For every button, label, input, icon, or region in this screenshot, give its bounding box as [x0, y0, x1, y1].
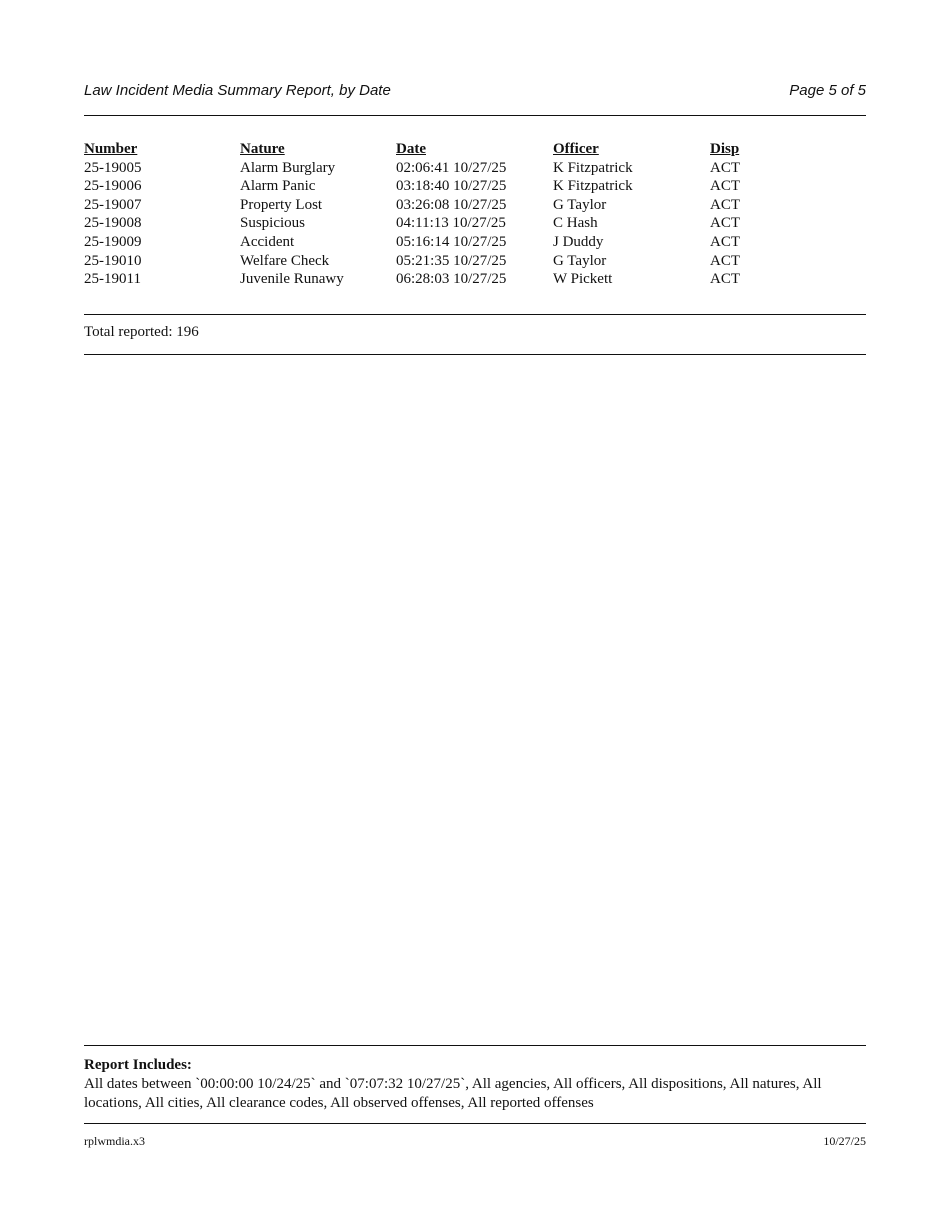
column-header-nature: Nature	[240, 141, 285, 157]
includes-top-divider	[84, 1045, 866, 1046]
table-row	[84, 177, 866, 196]
table-row	[84, 233, 866, 252]
incident-date: 05:21:35 10/27/25	[396, 252, 507, 269]
incident-number: 25-19011	[84, 271, 141, 288]
incident-nature: Suspicious	[240, 215, 306, 232]
incident-table	[84, 140, 866, 289]
incident-disposition: ACT	[710, 196, 740, 213]
report-includes-text: All dates between `00:00:00 10/24/25` and `07:07:32 10/27/25`, All agencies, All officers, All dispositions, All natures, All locations, All cities, All clearance codes, All observed offenses, All reported offenses	[84, 1076, 822, 1111]
incident-number: 25-19005	[84, 159, 142, 176]
incident-officer: C Hash	[553, 215, 598, 232]
incident-officer: J Duddy	[553, 233, 604, 250]
incident-date: 03:18:40 10/27/25	[396, 178, 507, 195]
incident-disposition: ACT	[710, 252, 740, 269]
incident-number: 25-19007	[84, 196, 142, 213]
incident-disposition: ACT	[710, 215, 740, 232]
report-file-name: rplwmdia.x3	[84, 1134, 145, 1148]
table-row	[84, 196, 866, 215]
incident-number: 25-19010	[84, 252, 142, 269]
column-header-disp: Disp	[710, 141, 740, 157]
table-row	[84, 270, 866, 289]
report-includes-title: Report Includes:	[84, 1057, 192, 1073]
incident-date: 05:16:14 10/27/25	[396, 233, 507, 250]
incident-nature: Juvenile Runawy	[240, 271, 344, 288]
footer-divider	[84, 1123, 866, 1124]
incident-date: 02:06:41 10/27/25	[396, 159, 507, 176]
incident-nature: Alarm Burglary	[240, 159, 336, 176]
incident-nature: Accident	[240, 233, 295, 250]
incident-officer: G Taylor	[553, 196, 607, 213]
report-print-date: 10/27/25	[823, 1134, 866, 1148]
incident-disposition: ACT	[710, 233, 740, 250]
column-header-date: Date	[396, 141, 426, 157]
incident-nature: Welfare Check	[240, 252, 330, 269]
incident-number: 25-19006	[84, 178, 142, 195]
column-header-officer: Officer	[553, 141, 599, 157]
incident-officer: W Pickett	[553, 271, 613, 288]
incident-number: 25-19008	[84, 215, 142, 232]
table-row	[84, 214, 866, 233]
table-bottom-divider	[84, 314, 866, 315]
incident-nature: Alarm Panic	[240, 178, 316, 195]
incident-date: 03:26:08 10/27/25	[396, 196, 507, 213]
report-page	[84, 0, 866, 1229]
header-divider	[84, 115, 866, 116]
incident-officer: G Taylor	[553, 252, 607, 269]
incident-disposition: ACT	[710, 178, 740, 195]
incident-disposition: ACT	[710, 271, 740, 288]
table-row	[84, 159, 866, 178]
report-includes-section	[84, 1056, 866, 1113]
table-row	[84, 252, 866, 271]
incident-number: 25-19009	[84, 233, 142, 250]
column-header-number: Number	[84, 141, 138, 157]
incident-date: 06:28:03 10/27/25	[396, 271, 507, 288]
total-reported: Total reported: 196	[84, 324, 199, 340]
report-title: Law Incident Media Summary Report, by Date	[84, 82, 391, 99]
table-header-row	[84, 140, 866, 159]
report-header	[84, 82, 866, 102]
incident-officer: K Fitzpatrick	[553, 159, 633, 176]
page-number: Page 5 of 5	[789, 82, 866, 99]
incident-date: 04:11:13 10/27/25	[396, 215, 506, 232]
incident-disposition: ACT	[710, 159, 740, 176]
total-divider	[84, 354, 866, 355]
incident-officer: K Fitzpatrick	[553, 178, 633, 195]
incident-nature: Property Lost	[240, 196, 323, 213]
